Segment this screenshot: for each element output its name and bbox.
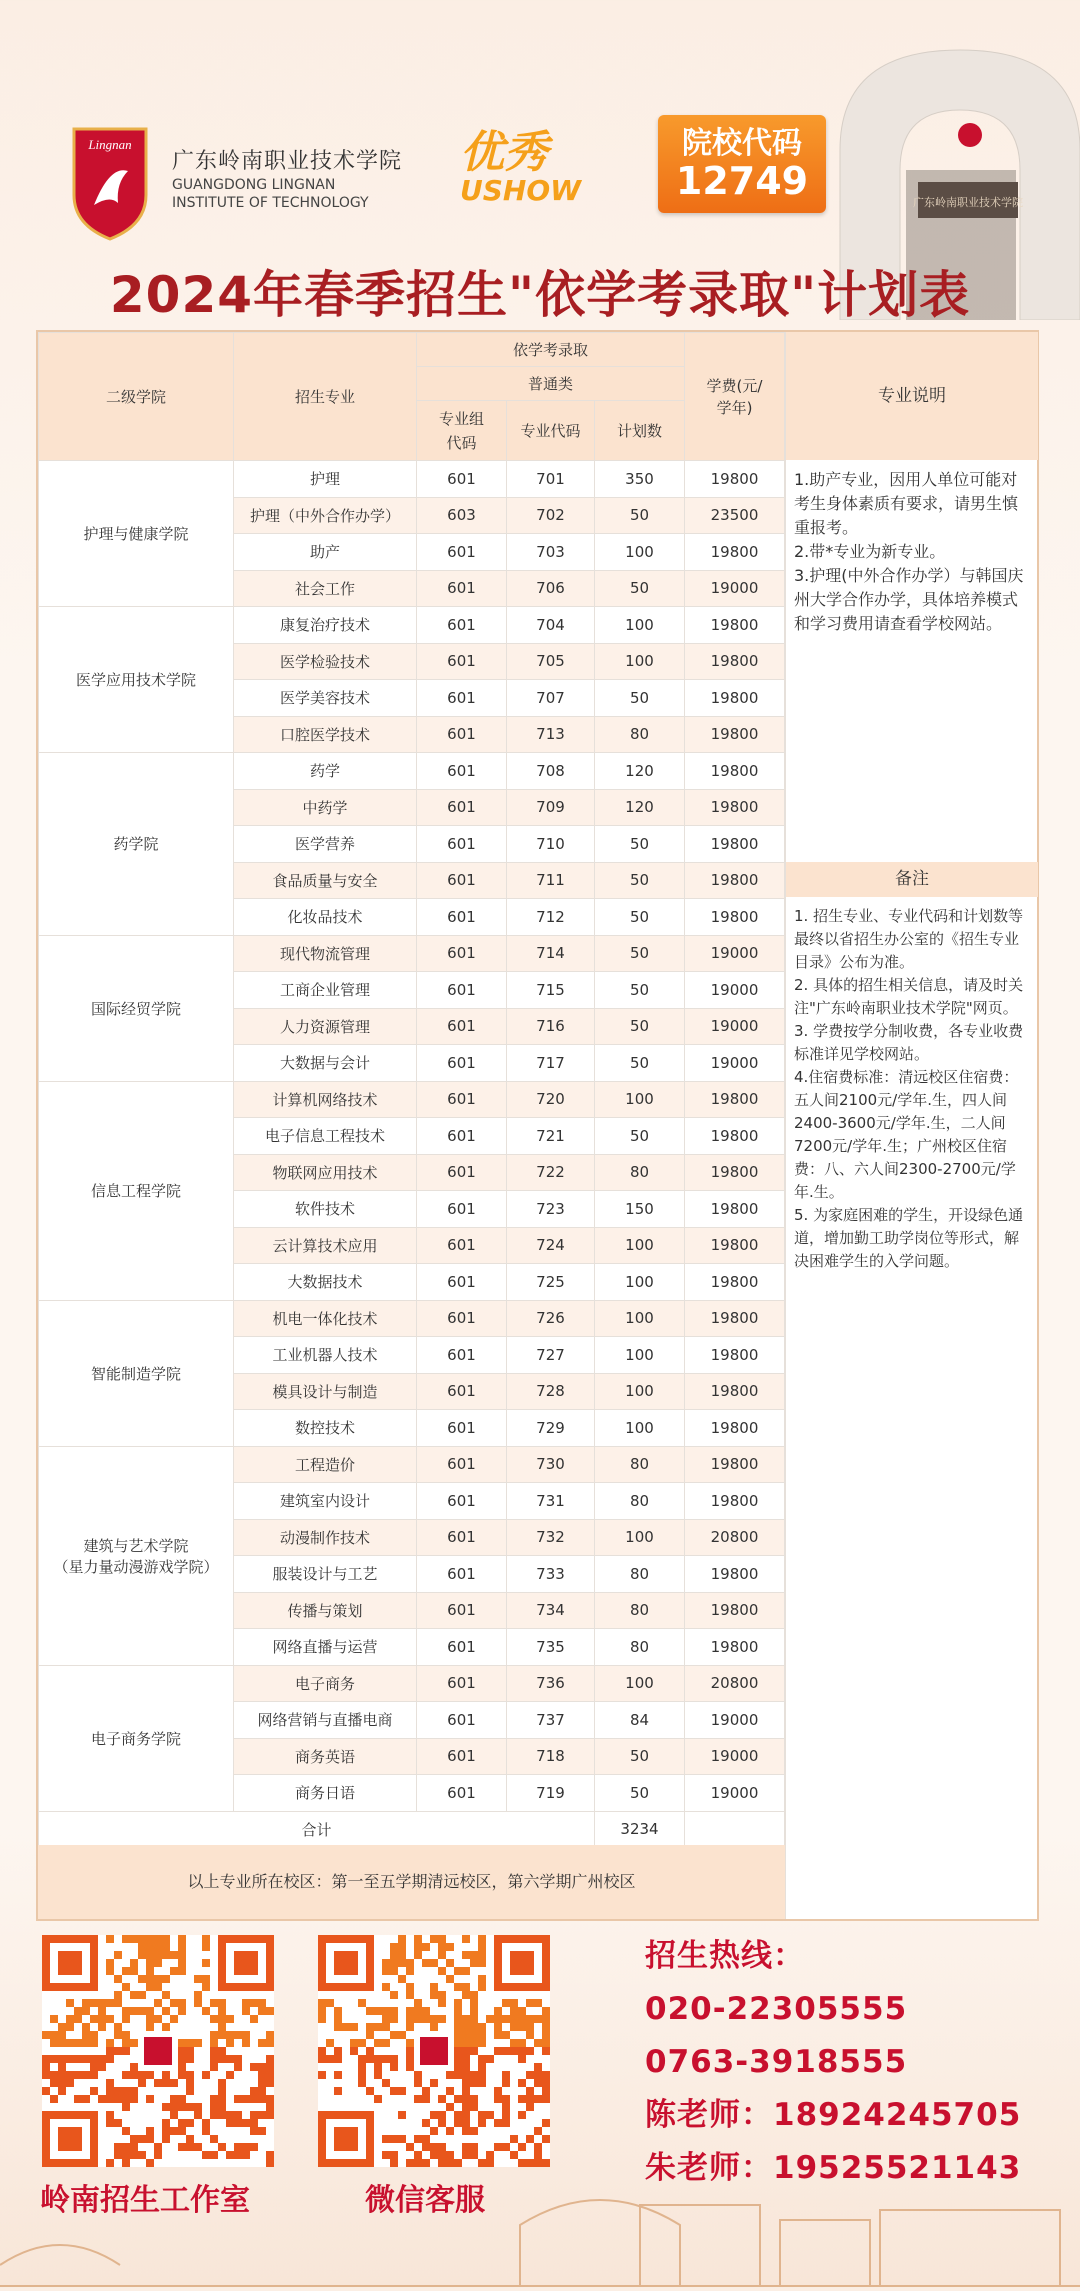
cell-fee: 19800 xyxy=(685,716,785,753)
cell-major: 药学 xyxy=(234,753,417,790)
cell-group: 601 xyxy=(417,461,507,498)
college-name: 智能制造学院 xyxy=(90,1364,181,1383)
cell-group: 601 xyxy=(417,1629,507,1666)
cell-major: 商务英语 xyxy=(234,1738,417,1775)
school-code-box xyxy=(658,115,826,213)
phone-2[interactable]: 0763-3918555 xyxy=(645,2044,908,2080)
note-item: 1.助产专业，因用人单位可能对考生身体素质有要求，请男生慎重报考。 xyxy=(794,470,1019,537)
cell-fee: 19800 xyxy=(685,680,785,717)
cell-fee: 19800 xyxy=(685,1483,785,1520)
plan-table-grid xyxy=(38,332,785,1848)
qr-code-image xyxy=(42,1935,274,2167)
page-title: 2024年春季招生"依学考录取"计划表 xyxy=(109,266,971,324)
cell-major: 工业机器人技术 xyxy=(234,1337,417,1374)
cell-major: 工商企业管理 xyxy=(234,972,417,1009)
table-row xyxy=(39,607,785,644)
ushow-logo xyxy=(460,127,582,207)
cell-fee: 19800 xyxy=(685,862,785,899)
cell-plan: 80 xyxy=(595,1556,685,1593)
cell-group: 601 xyxy=(417,1519,507,1556)
cell-code: 720 xyxy=(507,1081,595,1118)
ushow-en: USHOW xyxy=(460,174,582,207)
cell-major: 传播与策划 xyxy=(234,1592,417,1629)
college-name-sub: （星力量动漫游戏学院） xyxy=(53,1557,219,1576)
college-name: 电子商务学院 xyxy=(90,1729,181,1748)
cell-code: 711 xyxy=(507,862,595,899)
plan-table xyxy=(36,330,1039,1921)
cell-plan: 50 xyxy=(595,862,685,899)
notes-list xyxy=(786,460,1038,862)
cell-plan: 100 xyxy=(595,1300,685,1337)
remark-item: 2. 具体的招生相关信息，请及时关注"广东岭南职业技术学院"网页。 xyxy=(794,976,1024,1017)
cell-group: 601 xyxy=(417,643,507,680)
cell-code: 724 xyxy=(507,1227,595,1264)
cell-major: 数控技术 xyxy=(234,1410,417,1447)
cell-group: 601 xyxy=(417,1191,507,1228)
cell-plan: 80 xyxy=(595,1592,685,1629)
contact-zhu[interactable]: 朱老师：19525521143 xyxy=(645,2150,1022,2186)
contact-block xyxy=(645,1930,1021,2195)
cell-code: 732 xyxy=(507,1519,595,1556)
col-fee xyxy=(685,333,785,461)
table-row xyxy=(39,753,785,790)
school-code-label: 院校代码 xyxy=(682,126,802,161)
cell-code: 721 xyxy=(507,1118,595,1155)
cell-major: 社会工作 xyxy=(234,570,417,607)
cell-group: 601 xyxy=(417,570,507,607)
note-item: 2.带*专业为新专业。 xyxy=(794,542,946,561)
cell-major: 护理 xyxy=(234,461,417,498)
campus-illustration xyxy=(0,2185,1080,2287)
cell-major: 现代物流管理 xyxy=(234,935,417,972)
cell-fee: 19800 xyxy=(685,1373,785,1410)
school-logo xyxy=(70,125,150,241)
cell-fee: 19800 xyxy=(685,1410,785,1447)
cell-plan: 80 xyxy=(595,1483,685,1520)
side-panel xyxy=(785,332,1038,1919)
col-group-code-label: 专业组代码 xyxy=(438,409,484,452)
table-row xyxy=(39,1446,785,1483)
col-major-code: 专业代码 xyxy=(507,401,595,461)
cell-code: 702 xyxy=(507,497,595,534)
cell-fee: 19800 xyxy=(685,1446,785,1483)
cell-code: 717 xyxy=(507,1045,595,1082)
cell-major: 计算机网络技术 xyxy=(234,1081,417,1118)
cell-group: 601 xyxy=(417,1665,507,1702)
cell-code: 729 xyxy=(507,1410,595,1447)
college-name: 国际经贸学院 xyxy=(90,999,181,1018)
cell-fee: 19000 xyxy=(685,1775,785,1812)
qr-label-wechat: 微信客服 xyxy=(365,2183,485,2218)
cell-plan: 100 xyxy=(595,1410,685,1447)
cell-plan: 100 xyxy=(595,1519,685,1556)
cell-group: 603 xyxy=(417,497,507,534)
college-cell xyxy=(39,607,234,753)
cell-fee: 19000 xyxy=(685,570,785,607)
college-cell xyxy=(39,753,234,936)
cell-fee: 19800 xyxy=(685,1337,785,1374)
cell-group: 601 xyxy=(417,862,507,899)
cell-major: 口腔医学技术 xyxy=(234,716,417,753)
cell-group: 601 xyxy=(417,1556,507,1593)
cell-group: 601 xyxy=(417,1702,507,1739)
cell-plan: 50 xyxy=(595,1045,685,1082)
cell-fee: 19800 xyxy=(685,1191,785,1228)
cell-fee: 19800 xyxy=(685,607,785,644)
cell-plan: 50 xyxy=(595,935,685,972)
cell-plan: 50 xyxy=(595,899,685,936)
col-group-code xyxy=(417,401,507,461)
cell-group: 601 xyxy=(417,1446,507,1483)
cell-fee: 19000 xyxy=(685,972,785,1009)
cell-plan: 100 xyxy=(595,1081,685,1118)
cell-group: 601 xyxy=(417,1483,507,1520)
cell-code: 719 xyxy=(507,1775,595,1812)
cell-major: 大数据技术 xyxy=(234,1264,417,1301)
table-row xyxy=(39,461,785,498)
cell-code: 701 xyxy=(507,461,595,498)
cell-code: 706 xyxy=(507,570,595,607)
cell-group: 601 xyxy=(417,935,507,972)
cell-fee: 19800 xyxy=(685,1629,785,1666)
col-college: 二级学院 xyxy=(39,333,234,461)
table-row xyxy=(39,1081,785,1118)
campus-note: 以上专业所在校区：第一至五学期清远校区，第六学期广州校区 xyxy=(38,1845,785,1919)
cell-plan: 100 xyxy=(595,1227,685,1264)
cell-code: 736 xyxy=(507,1665,595,1702)
cell-group: 601 xyxy=(417,1592,507,1629)
cell-major: 医学美容技术 xyxy=(234,680,417,717)
college-cell xyxy=(39,1300,234,1446)
cell-code: 707 xyxy=(507,680,595,717)
remarks-header: 备注 xyxy=(786,862,1038,897)
cell-plan: 80 xyxy=(595,1154,685,1191)
college-name: 信息工程学院 xyxy=(90,1182,181,1200)
cell-plan: 100 xyxy=(595,607,685,644)
cell-plan: 50 xyxy=(595,1118,685,1155)
table-row xyxy=(39,1665,785,1702)
cell-group: 601 xyxy=(417,1154,507,1191)
cell-plan: 84 xyxy=(595,1702,685,1739)
cell-group: 601 xyxy=(417,1373,507,1410)
remark-item: 4.住宿费标准：清远校区住宿费：五人间2100元/学年.生，四人间2400-3600元/学年.生，二人间7200元/学年.生；广州校区住宿费：八、六人间2300-2700元/学年.生。 xyxy=(794,1068,1019,1201)
col-fee-label: 学费(元/学年) xyxy=(706,376,763,417)
cell-major: 助产 xyxy=(234,534,417,571)
total-value: 3234 xyxy=(595,1811,685,1848)
cell-major: 软件技术 xyxy=(234,1191,417,1228)
cell-major: 大数据与会计 xyxy=(234,1045,417,1082)
cell-group: 601 xyxy=(417,680,507,717)
cell-plan: 80 xyxy=(595,1446,685,1483)
cell-code: 713 xyxy=(507,716,595,753)
cell-plan: 50 xyxy=(595,680,685,717)
cell-fee: 19800 xyxy=(685,1556,785,1593)
cell-fee: 19800 xyxy=(685,1264,785,1301)
cell-plan: 350 xyxy=(595,461,685,498)
cell-plan: 50 xyxy=(595,1738,685,1775)
cell-code: 737 xyxy=(507,1702,595,1739)
cell-plan: 120 xyxy=(595,753,685,790)
cell-code: 730 xyxy=(507,1446,595,1483)
cell-fee: 19000 xyxy=(685,1702,785,1739)
cell-group: 601 xyxy=(417,1410,507,1447)
college-cell xyxy=(39,1081,234,1300)
cell-group: 601 xyxy=(417,716,507,753)
total-label: 合计 xyxy=(39,1811,595,1848)
hotline-label: 招生热线： xyxy=(645,1938,805,1974)
qr-code-image xyxy=(318,1935,550,2167)
cell-group: 601 xyxy=(417,1300,507,1337)
cell-group: 601 xyxy=(417,1008,507,1045)
cell-fee: 23500 xyxy=(685,497,785,534)
cell-code: 705 xyxy=(507,643,595,680)
cell-code: 704 xyxy=(507,607,595,644)
col-group-sub: 普通类 xyxy=(417,367,685,401)
cell-group: 601 xyxy=(417,1081,507,1118)
cell-fee: 20800 xyxy=(685,1519,785,1556)
cell-fee: 19000 xyxy=(685,1738,785,1775)
cell-major: 云计算技术应用 xyxy=(234,1227,417,1264)
college-cell xyxy=(39,1446,234,1665)
svg-text:广东岭南职业技术学院: 广东岭南职业技术学院 xyxy=(913,196,1023,209)
cell-major: 化妆品技术 xyxy=(234,899,417,936)
cell-plan: 80 xyxy=(595,1629,685,1666)
school-name-cn: 广东岭南职业技术学院 xyxy=(172,149,403,174)
phone-1[interactable]: 020-22305555 xyxy=(645,1991,908,2027)
cell-major: 工程造价 xyxy=(234,1446,417,1483)
note-item: 3.护理(中外合作办学）与韩国庆州大学合作办学，具体培养模式和学习费用请查看学校网站。 xyxy=(794,566,1024,633)
cell-plan: 100 xyxy=(595,1665,685,1702)
cell-plan: 50 xyxy=(595,1775,685,1812)
school-name-en-1: GUANGDONG LINGNAN xyxy=(172,177,336,193)
cell-major: 中药学 xyxy=(234,789,417,826)
school-name-en-2: INSTITUTE OF TECHNOLOGY xyxy=(172,195,369,211)
cell-fee: 19800 xyxy=(685,1300,785,1337)
remarks-list xyxy=(786,897,1038,1273)
qr-code-studio[interactable] xyxy=(42,1935,274,2167)
school-name xyxy=(172,144,402,211)
cell-fee: 19800 xyxy=(685,899,785,936)
cell-major: 电子信息工程技术 xyxy=(234,1118,417,1155)
cell-major: 食品质量与安全 xyxy=(234,862,417,899)
cell-code: 733 xyxy=(507,1556,595,1593)
college-name: 护理与健康学院 xyxy=(83,525,189,543)
college-name: 建筑与艺术学院 xyxy=(83,1536,189,1555)
cell-code: 716 xyxy=(507,1008,595,1045)
cell-major: 物联网应用技术 xyxy=(234,1154,417,1191)
cell-plan: 50 xyxy=(595,570,685,607)
cell-fee: 19800 xyxy=(685,643,785,680)
college-name: 医学应用技术学院 xyxy=(75,671,196,689)
col-group-top: 依学考录取 xyxy=(417,333,685,367)
cell-plan: 100 xyxy=(595,1264,685,1301)
cell-fee: 19800 xyxy=(685,826,785,863)
cell-plan: 150 xyxy=(595,1191,685,1228)
cell-group: 601 xyxy=(417,789,507,826)
cell-fee: 19800 xyxy=(685,753,785,790)
cell-code: 728 xyxy=(507,1373,595,1410)
cell-code: 708 xyxy=(507,753,595,790)
cell-fee: 19800 xyxy=(685,1118,785,1155)
cell-plan: 50 xyxy=(595,1008,685,1045)
notes-header: 专业说明 xyxy=(786,332,1038,460)
cell-group: 601 xyxy=(417,1738,507,1775)
cell-major: 动漫制作技术 xyxy=(234,1519,417,1556)
cell-group: 601 xyxy=(417,972,507,1009)
cell-plan: 120 xyxy=(595,789,685,826)
total-fee-empty xyxy=(685,1811,785,1848)
cell-code: 725 xyxy=(507,1264,595,1301)
cell-plan: 100 xyxy=(595,643,685,680)
cell-group: 601 xyxy=(417,1227,507,1264)
cell-code: 735 xyxy=(507,1629,595,1666)
cell-major: 医学检验技术 xyxy=(234,643,417,680)
cell-code: 734 xyxy=(507,1592,595,1629)
cell-fee: 19000 xyxy=(685,1045,785,1082)
cell-code: 709 xyxy=(507,789,595,826)
cell-group: 601 xyxy=(417,1337,507,1374)
cell-fee: 19800 xyxy=(685,461,785,498)
cell-code: 703 xyxy=(507,534,595,571)
table-row xyxy=(39,1300,785,1337)
cell-fee: 19800 xyxy=(685,789,785,826)
qr-code-wechat[interactable] xyxy=(318,1935,550,2167)
remark-item: 3. 学费按学分制收费，各专业收费标准详见学校网站。 xyxy=(794,1022,1024,1063)
cell-fee: 19800 xyxy=(685,1227,785,1264)
cell-major: 服装设计与工艺 xyxy=(234,1556,417,1593)
cell-plan: 100 xyxy=(595,1337,685,1374)
cell-major: 护理（中外合作办学） xyxy=(234,497,417,534)
cell-group: 601 xyxy=(417,1045,507,1082)
college-cell xyxy=(39,935,234,1081)
col-plan: 计划数 xyxy=(595,401,685,461)
college-name: 药学院 xyxy=(113,835,159,854)
cell-fee: 19800 xyxy=(685,534,785,571)
cell-fee: 19800 xyxy=(685,1081,785,1118)
table-row xyxy=(39,935,785,972)
cell-fee: 19800 xyxy=(685,1592,785,1629)
cell-major: 网络营销与直播电商 xyxy=(234,1702,417,1739)
cell-plan: 50 xyxy=(595,826,685,863)
remark-item: 5. 为家庭困难的学生，开设绿色通道，增加勤工助学岗位等形式，解决困难学生的入学问题。 xyxy=(794,1206,1024,1270)
cell-major: 模具设计与制造 xyxy=(234,1373,417,1410)
plan-table-body xyxy=(39,461,785,1848)
cell-group: 601 xyxy=(417,1264,507,1301)
col-major: 招生专业 xyxy=(234,333,417,461)
cell-major: 建筑室内设计 xyxy=(234,1483,417,1520)
contact-chen[interactable]: 陈老师：18924245705 xyxy=(645,2097,1022,2133)
cell-code: 731 xyxy=(507,1483,595,1520)
school-code-value: 12749 xyxy=(675,159,809,203)
cell-code: 712 xyxy=(507,899,595,936)
cell-fee: 20800 xyxy=(685,1665,785,1702)
cell-code: 710 xyxy=(507,826,595,863)
cell-plan: 100 xyxy=(595,1373,685,1410)
college-cell xyxy=(39,461,234,607)
cell-major: 机电一体化技术 xyxy=(234,1300,417,1337)
cell-code: 726 xyxy=(507,1300,595,1337)
cell-group: 601 xyxy=(417,753,507,790)
cell-group: 601 xyxy=(417,1118,507,1155)
cell-major: 康复治疗技术 xyxy=(234,607,417,644)
cell-major: 商务日语 xyxy=(234,1775,417,1812)
cell-fee: 19800 xyxy=(685,1154,785,1191)
cell-plan: 50 xyxy=(595,972,685,1009)
cell-code: 718 xyxy=(507,1738,595,1775)
cell-major: 医学营养 xyxy=(234,826,417,863)
cell-group: 601 xyxy=(417,899,507,936)
cell-group: 601 xyxy=(417,826,507,863)
cell-fee: 19000 xyxy=(685,935,785,972)
cell-code: 722 xyxy=(507,1154,595,1191)
cell-group: 601 xyxy=(417,607,507,644)
cell-code: 714 xyxy=(507,935,595,972)
svg-text:Lingnan: Lingnan xyxy=(88,137,132,152)
cell-code: 723 xyxy=(507,1191,595,1228)
cell-code: 727 xyxy=(507,1337,595,1374)
cell-major: 电子商务 xyxy=(234,1665,417,1702)
cell-major: 人力资源管理 xyxy=(234,1008,417,1045)
cell-code: 715 xyxy=(507,972,595,1009)
total-row xyxy=(39,1811,785,1848)
cell-major: 网络直播与运营 xyxy=(234,1629,417,1666)
cell-group: 601 xyxy=(417,1775,507,1812)
college-cell xyxy=(39,1665,234,1811)
cell-fee: 19000 xyxy=(685,1008,785,1045)
cell-plan: 50 xyxy=(595,497,685,534)
cell-plan: 80 xyxy=(595,716,685,753)
cell-group: 601 xyxy=(417,534,507,571)
qr-label-studio: 岭南招生工作室 xyxy=(40,2183,250,2218)
cell-plan: 100 xyxy=(595,534,685,571)
ushow-cn: 优秀 xyxy=(460,127,548,178)
remark-item: 1. 招生专业、专业代码和计划数等最终以省招生办公室的《招生专业目录》公布为准。 xyxy=(794,907,1024,971)
